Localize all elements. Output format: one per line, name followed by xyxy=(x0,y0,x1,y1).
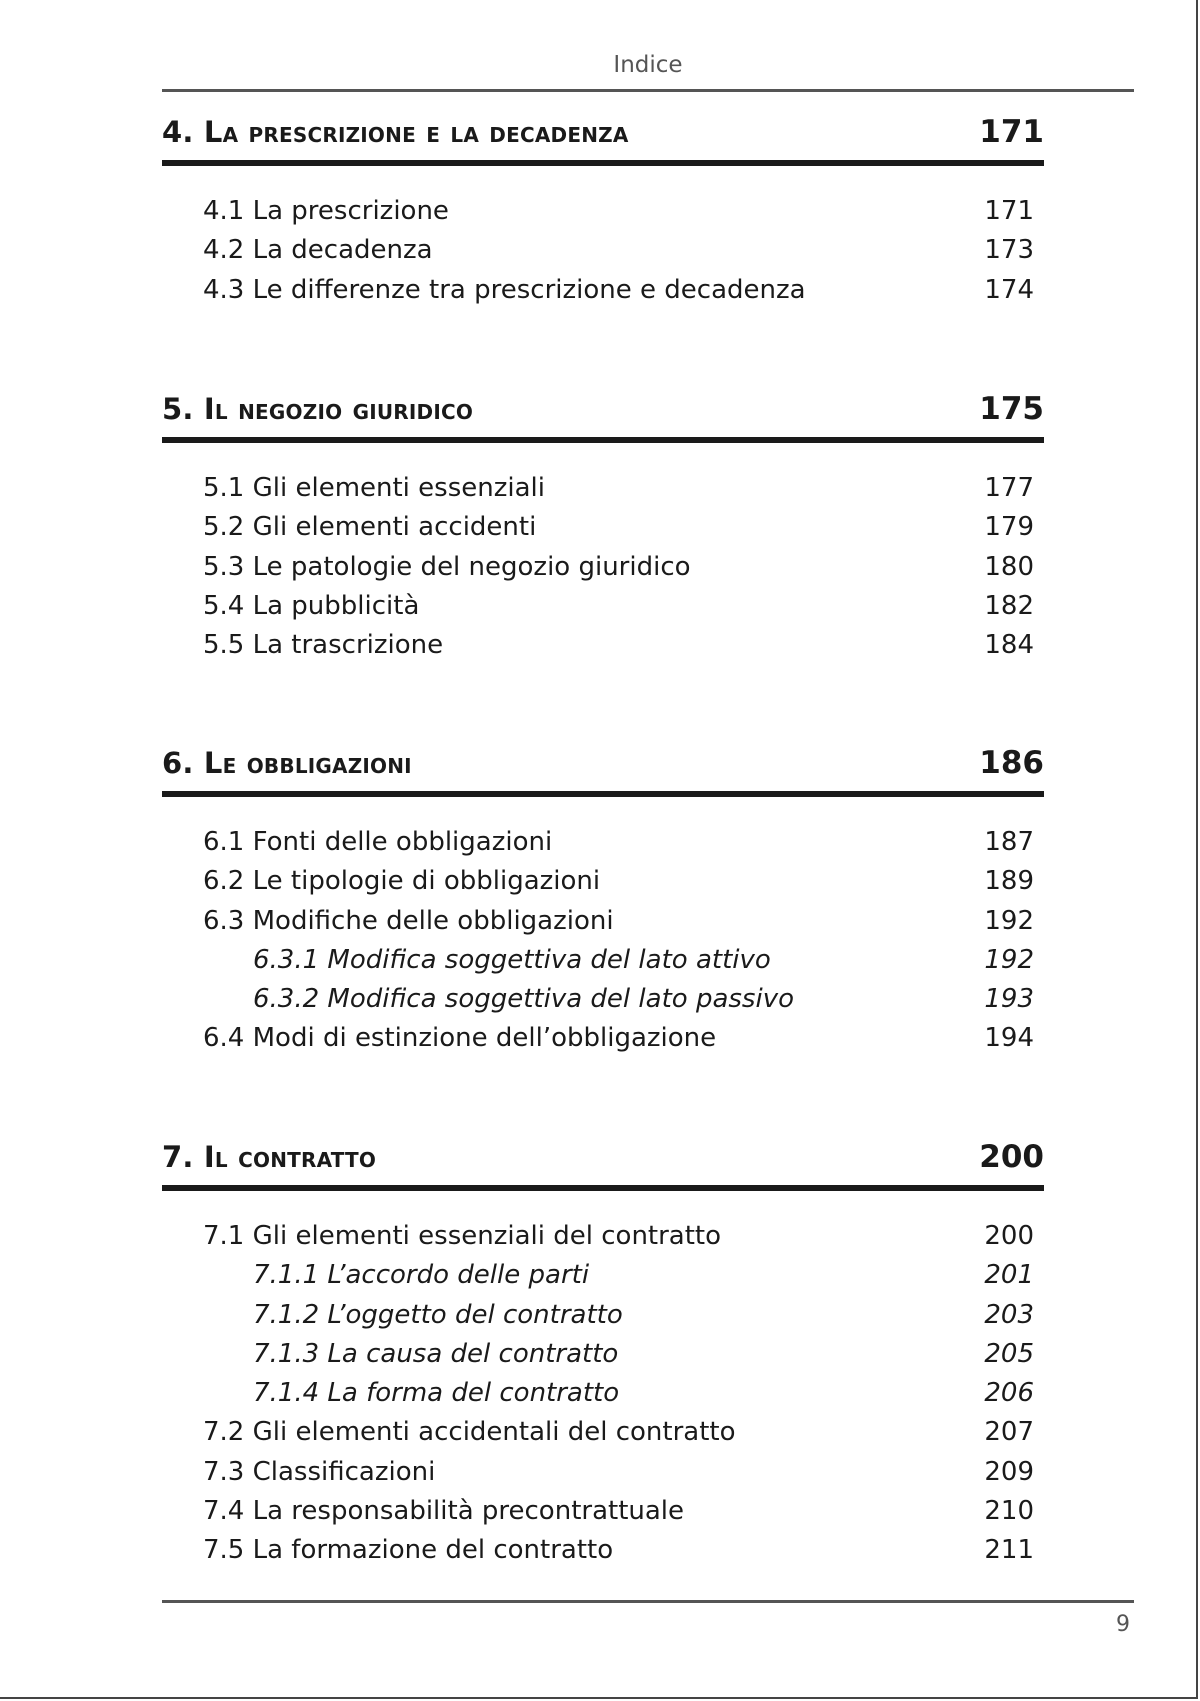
toc-entry xyxy=(162,630,1044,669)
toc-entry xyxy=(162,866,1044,905)
toc-chapter xyxy=(162,391,1044,669)
toc-entry-page-number: 206 xyxy=(984,1378,1034,1409)
toc-entry-label: 7.2 Gli elementi accidentali del contratto xyxy=(203,1417,736,1448)
toc-entry-page-number: 184 xyxy=(984,630,1034,661)
toc-entry-page-number: 187 xyxy=(984,827,1034,857)
toc-entry-label: 4.1 La prescrizione xyxy=(203,196,449,226)
toc-entry-list xyxy=(162,1221,1044,1575)
toc-entry-page-number: 179 xyxy=(984,512,1034,543)
chapter-page-number: 200 xyxy=(979,1139,1044,1175)
toc-entry-label: 4.2 La decadenza xyxy=(203,235,433,266)
toc-entry xyxy=(162,827,1044,866)
toc-entry-label: 7.1 Gli elementi essenziali del contratto xyxy=(203,1221,722,1251)
chapter-title: 7. Il contratto xyxy=(162,1140,377,1174)
toc-entry-label: 4.3 Le differenze tra prescrizione e decadenza xyxy=(203,274,806,305)
toc-entry xyxy=(162,235,1044,274)
toc-entry xyxy=(162,512,1044,551)
toc-entry-page-number: 194 xyxy=(984,1023,1034,1054)
chapter-title: 5. Il negozio giuridico xyxy=(162,392,474,426)
toc-entry xyxy=(162,1023,1044,1062)
toc-entry-label: 6.1 Fonti delle obbligazioni xyxy=(203,827,553,857)
toc-entry-label: 5.4 La pubblicità xyxy=(203,590,420,621)
chapter-title: 4. La prescrizione e la decadenza xyxy=(162,115,629,149)
toc-entry-label: 7.5 La formazione del contratto xyxy=(203,1535,614,1566)
toc-entry-page-number: 192 xyxy=(984,944,1034,975)
toc-entry-page-number: 201 xyxy=(984,1260,1034,1291)
toc-subentry xyxy=(162,1260,1044,1299)
toc-entry xyxy=(162,1496,1044,1535)
toc-entry-label: 6.3 Modifiche delle obbligazioni xyxy=(203,905,614,936)
toc-entry-label: 7.3 Classificazioni xyxy=(203,1456,436,1487)
toc-entry-page-number: 210 xyxy=(984,1496,1034,1527)
toc-entry-page-number: 177 xyxy=(984,473,1034,503)
chapter-page-number: 186 xyxy=(979,745,1044,781)
toc-entry xyxy=(162,1535,1044,1574)
toc-subentry xyxy=(162,1339,1044,1378)
toc-entry xyxy=(162,591,1044,630)
toc-entry-label: 7.1.1 L’accordo delle parti xyxy=(253,1260,590,1291)
toc-chapter xyxy=(162,1139,1044,1575)
toc-entry xyxy=(162,1417,1044,1456)
toc-entry-label: 5.1 Gli elementi essenziali xyxy=(203,473,545,503)
toc-entry xyxy=(162,552,1044,591)
toc-entry xyxy=(162,1457,1044,1496)
chapter-heading xyxy=(162,391,1044,443)
toc-subentry xyxy=(162,1378,1044,1417)
toc-entry xyxy=(162,906,1044,945)
toc-entry-page-number: 203 xyxy=(984,1299,1034,1330)
toc-entry xyxy=(162,473,1044,512)
chapter-heading xyxy=(162,745,1044,797)
toc-entry-label: 5.5 La trascrizione xyxy=(203,630,444,661)
toc-entry-page-number: 182 xyxy=(984,590,1034,621)
toc-subentry xyxy=(162,945,1044,984)
toc-entry-page-number: 180 xyxy=(984,551,1034,582)
toc-chapter xyxy=(162,745,1044,1063)
toc-entry-list xyxy=(162,827,1044,1063)
header-rule xyxy=(162,89,1134,92)
toc-entry-list xyxy=(162,473,1044,669)
toc-entry-label: 7.1.4 La forma del contratto xyxy=(253,1378,620,1409)
toc-entry-page-number: 200 xyxy=(984,1221,1034,1251)
toc-chapter xyxy=(162,114,1044,314)
chapter-page-number: 175 xyxy=(979,391,1044,427)
toc-entry-page-number: 193 xyxy=(984,984,1034,1015)
toc-entry-label: 6.3.2 Modifica soggettiva del lato passivo xyxy=(253,984,794,1015)
toc-entry xyxy=(162,1221,1044,1260)
toc-entry-label: 6.3.1 Modifica soggettiva del lato attivo xyxy=(253,944,771,975)
toc-entry-label: 7.1.3 La causa del contratto xyxy=(253,1338,619,1369)
toc-entry-label: 7.1.2 L’oggetto del contratto xyxy=(253,1299,623,1330)
toc-entry-list xyxy=(162,196,1044,314)
toc-entry-page-number: 173 xyxy=(984,235,1034,266)
toc-entry-label: 6.4 Modi di estinzione dell’obbligazione xyxy=(203,1023,717,1054)
toc-entry-label: 6.2 Le tipologie di obbligazioni xyxy=(203,866,601,897)
toc-entry-page-number: 207 xyxy=(984,1417,1034,1448)
toc-entry-label: 5.3 Le patologie del negozio giuridico xyxy=(203,551,691,582)
toc-entry-page-number: 189 xyxy=(984,866,1034,897)
footer-rule xyxy=(162,1600,1134,1603)
toc-subentry xyxy=(162,984,1044,1023)
toc-entry-page-number: 174 xyxy=(984,274,1034,305)
toc-entry-label: 7.4 La responsabilità precontrattuale xyxy=(203,1496,685,1527)
toc-entry-page-number: 192 xyxy=(984,905,1034,936)
toc-entry-page-number: 205 xyxy=(984,1338,1034,1369)
toc-entry xyxy=(162,196,1044,235)
toc-entry-page-number: 209 xyxy=(984,1456,1034,1487)
chapter-heading xyxy=(162,114,1044,166)
toc-entry-page-number: 211 xyxy=(984,1535,1034,1566)
page-number: 9 xyxy=(1116,1612,1130,1637)
toc-subentry xyxy=(162,1300,1044,1339)
toc-entry-label: 5.2 Gli elementi accidenti xyxy=(203,512,537,543)
chapter-heading xyxy=(162,1139,1044,1191)
running-header: Indice xyxy=(613,52,683,78)
toc-entry xyxy=(162,275,1044,314)
chapter-title: 6. Le obbligazioni xyxy=(162,746,412,780)
toc-entry-page-number: 171 xyxy=(984,196,1034,226)
chapter-page-number: 171 xyxy=(979,114,1044,150)
